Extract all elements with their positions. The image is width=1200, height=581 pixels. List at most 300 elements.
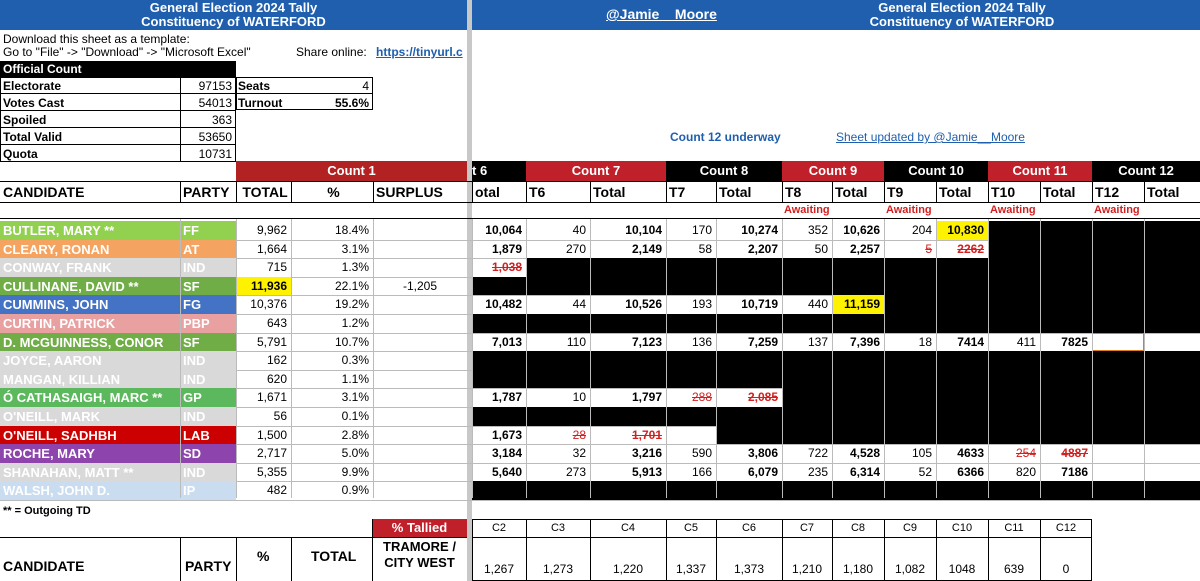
column-header-6: T6	[529, 184, 546, 200]
count-cell-t6: 28	[572, 427, 586, 442]
column-header-divider	[180, 181, 181, 203]
count-cell-t12	[1092, 370, 1144, 389]
count-cell-c9	[832, 314, 884, 333]
official-divider	[180, 77, 181, 162]
left-title-band	[0, 0, 467, 30]
count-cell-t10	[988, 258, 1040, 277]
share-link[interactable]: https://tinyurl.c	[376, 45, 463, 59]
official-hline	[0, 144, 236, 145]
count-cell-t7	[666, 370, 716, 389]
count-cell-t9	[884, 295, 936, 314]
electorate-value: 97153	[198, 79, 232, 93]
count-cell-t6	[526, 277, 590, 296]
count-cell-t9	[884, 277, 936, 296]
count-cell-c8: 2,085	[747, 390, 778, 405]
download-note-line1: Download this sheet as a template:	[3, 32, 190, 46]
candidate-surplus	[373, 314, 467, 333]
candidate-pct: 0.1%	[341, 409, 369, 423]
candidate-party: PBP	[183, 316, 210, 331]
count-cell-c6	[472, 277, 526, 296]
column-header-divider	[472, 181, 473, 203]
count-cell-c12	[1144, 314, 1200, 333]
count-cell-c8: 10,274	[741, 223, 778, 237]
count-cell-t12	[1092, 463, 1144, 482]
count-cell-c9	[832, 407, 884, 426]
count-cell-t9: 18	[918, 334, 932, 349]
candidate-name[interactable]: CUMMINS, JOHN	[3, 297, 109, 313]
count-cell-c6: 5,640	[491, 464, 522, 479]
sheet-updated-link[interactable]: Sheet updated by @Jamie__Moore	[836, 130, 1025, 144]
count-cell-t7	[666, 258, 716, 277]
column-header-divider	[716, 181, 717, 203]
quota-value: 10731	[198, 147, 232, 161]
count-cell-t7	[666, 481, 716, 500]
column-header-divider	[1092, 181, 1093, 203]
candidate-surplus	[373, 444, 467, 463]
count-cell-c11	[1040, 240, 1092, 259]
count-cell-c12	[1144, 258, 1200, 277]
candidate-surplus	[373, 258, 467, 277]
candidate-total: 643	[266, 316, 287, 330]
row-gridline	[0, 500, 1200, 501]
candidate-pct: 2.8%	[341, 427, 369, 442]
count-cell-t6	[526, 481, 590, 500]
c-value-7: 1,082	[894, 562, 926, 576]
turnout-label: Turnout	[238, 96, 283, 110]
candidate-name[interactable]: ROCHE, MARY	[3, 446, 95, 462]
column-header-divider	[884, 181, 885, 203]
count-cell-t6: 10	[572, 390, 586, 405]
count-cell-t7: 136	[691, 334, 712, 349]
column-header-divider	[988, 181, 989, 203]
c-value-1: 1,273	[542, 562, 574, 576]
count-cell-c9	[832, 481, 884, 500]
total-valid-label: Total Valid	[3, 130, 63, 144]
count-cell-c6: 7,013	[491, 334, 522, 349]
count-cell-c11	[1040, 426, 1092, 445]
count-8-header: Count 8	[666, 161, 782, 181]
count-cell-t8	[782, 370, 832, 389]
count-cell-c10	[936, 370, 988, 389]
pct-tallied-header: % Tallied	[372, 519, 467, 537]
column-header-16: T12	[1095, 184, 1120, 200]
count-cell-c7	[590, 258, 666, 277]
votes-cast-value: 54013	[198, 96, 232, 110]
count-cell-c10: 4633	[957, 446, 984, 461]
column-header-divider	[832, 181, 833, 203]
left-title-line2: Constituency of WATERFORD	[141, 14, 326, 29]
count-cell-t8	[782, 258, 832, 277]
col-gridline	[666, 219, 667, 498]
count-cell-c7	[590, 277, 666, 296]
candidate-pct: 9.9%	[341, 464, 369, 479]
c-label-4: C6	[741, 522, 757, 534]
col-gridline	[1144, 219, 1145, 498]
official-hline	[0, 110, 236, 111]
col-gridline	[884, 219, 885, 498]
bottom-vline	[372, 519, 373, 581]
count-cell-t6	[526, 407, 590, 426]
count-cell-c8: 3,806	[747, 446, 778, 461]
column-header-3: %	[327, 184, 340, 200]
count-cell-c12	[1144, 351, 1200, 370]
count-cell-t6: 40	[572, 223, 586, 237]
count-cell-c11: 7186	[1061, 464, 1088, 479]
count-cell-t7: 590	[691, 446, 712, 461]
right-title-line1: General Election 2024 Tally	[878, 0, 1046, 15]
count-cell-c11	[1040, 295, 1092, 314]
count-cell-t8: 235	[807, 464, 828, 479]
candidate-name[interactable]: Ó CATHASAIGH, MARC **	[3, 390, 163, 406]
count-cell-c8	[716, 481, 782, 500]
c-label-6: C8	[850, 522, 866, 534]
col-gridline	[526, 219, 527, 498]
candidate-name[interactable]: O'NEILL, SADHBH	[3, 427, 117, 443]
count-cell-c10	[936, 481, 988, 500]
seats-hline	[236, 93, 373, 94]
c-label-7: C9	[902, 522, 918, 534]
total-valid-value: 53650	[198, 130, 232, 144]
column-header-0: CANDIDATE	[3, 184, 85, 200]
column-header-8: T7	[669, 184, 686, 200]
candidate-surplus	[373, 333, 467, 352]
count-cell-c12	[1144, 277, 1200, 296]
count-cell-t9	[884, 426, 936, 445]
count-cell-t10	[988, 351, 1040, 370]
count-cell-c10	[936, 407, 988, 426]
column-header-divider	[936, 181, 937, 203]
candidate-surplus	[373, 240, 467, 259]
column-header-divider	[590, 181, 591, 203]
candidate-total: 1,671	[256, 390, 287, 405]
count-cell-t10	[988, 426, 1040, 445]
count-cell-t8	[782, 426, 832, 445]
count-cell-t8	[782, 481, 832, 500]
candidate-total: 162	[266, 353, 287, 368]
col-gridline	[180, 219, 181, 498]
outgoing-td-note: ** = Outgoing TD	[3, 505, 91, 517]
candidate-party: IND	[183, 353, 206, 369]
count-cell-c7	[590, 314, 666, 333]
candidate-name[interactable]: BUTLER, MARY **	[3, 223, 115, 238]
count-cell-t7: 170	[691, 223, 712, 237]
count-cell-t12	[1092, 444, 1144, 463]
count-cell-c6	[472, 351, 526, 370]
count-cell-c10	[936, 314, 988, 333]
bottom-candidate-header: CANDIDATE	[3, 558, 85, 574]
count-cell-c10	[936, 295, 988, 314]
count-cell-c11	[1040, 314, 1092, 333]
count-cell-t9: 204	[911, 223, 932, 237]
candidate-total: 11,936	[236, 277, 291, 296]
col-gridline	[1040, 219, 1041, 498]
spoiled-value: 363	[211, 113, 232, 127]
count-cell-c9: 10,626	[843, 223, 880, 237]
bottom-vline	[180, 537, 181, 581]
column-header-divider	[1040, 181, 1041, 203]
bottom-vline	[236, 537, 237, 581]
candidate-pct: 3.1%	[341, 241, 369, 256]
awaiting-label: Awaiting	[990, 204, 1036, 216]
awaiting-label: Awaiting	[784, 204, 830, 216]
candidate-pct: 18.4%	[334, 223, 369, 237]
quota-label: Quota	[3, 147, 38, 161]
count-cell-c12	[1144, 240, 1200, 259]
candidate-party: FF	[183, 223, 199, 238]
count-cell-c7: 5,913	[631, 464, 662, 479]
seats-label: Seats	[238, 79, 271, 93]
col-gridline	[590, 219, 591, 498]
count-cell-t9: 5	[925, 241, 932, 256]
candidate-surplus	[373, 481, 467, 500]
candidate-name[interactable]: CONWAY, FRANK	[3, 260, 112, 276]
count-cell-t7: 58	[698, 241, 712, 256]
candidate-party: SD	[183, 446, 202, 462]
count-cell-c7: 2,149	[631, 241, 662, 256]
count-cell-t9	[884, 258, 936, 277]
official-hline	[0, 127, 236, 128]
count-cell-c7	[590, 481, 666, 500]
count-cell-t8	[782, 351, 832, 370]
column-header-12: T9	[887, 184, 904, 200]
column-header-4: SURPLUS	[376, 184, 443, 200]
votes-cast-label: Votes Cast	[3, 96, 65, 110]
candidate-name[interactable]: MANGAN, KILLIAN	[3, 371, 120, 387]
count-cell-c6: 10,482	[485, 297, 522, 312]
count-cell-t9	[884, 370, 936, 389]
count-cell-c12	[1144, 333, 1200, 352]
count-cell-t10	[988, 481, 1040, 500]
count-cell-t10	[988, 388, 1040, 407]
count-cell-c7: 1,797	[631, 390, 662, 405]
count-11-header: Count 11	[988, 161, 1092, 181]
candidate-surplus	[373, 295, 467, 314]
candidate-total: 56	[273, 409, 287, 423]
count-cell-t12	[1092, 314, 1144, 333]
candidate-total: 5,355	[256, 464, 287, 479]
count-cell-t12	[1092, 481, 1144, 500]
count-cell-t7: 193	[691, 297, 712, 312]
column-header-14: T10	[991, 184, 1016, 200]
candidate-total: 1,500	[256, 427, 287, 442]
count-cell-t9	[884, 388, 936, 407]
candidate-party: SF	[183, 278, 200, 294]
count-cell-c8	[716, 370, 782, 389]
right-title-line2: Constituency of WATERFORD	[869, 14, 1055, 29]
count-cell-c12	[1144, 295, 1200, 314]
c-label-2: C4	[620, 522, 636, 534]
count-cell-t7: 166	[691, 464, 712, 479]
count-cell-t9: 105	[911, 446, 932, 461]
count-cell-c9	[832, 370, 884, 389]
candidate-name[interactable]: CULLINANE, DAVID **	[3, 278, 139, 294]
count-cell-c7	[590, 370, 666, 389]
count-cell-c6: 10,064	[485, 223, 522, 237]
count-cell-t9	[884, 351, 936, 370]
count-cell-c11: 7825	[1061, 334, 1088, 349]
c-label-0: C2	[491, 522, 507, 534]
candidate-surplus	[373, 426, 467, 445]
count-cell-t10	[988, 314, 1040, 333]
count-cell-t9: 52	[918, 464, 932, 479]
column-header-divider	[236, 181, 237, 203]
candidate-name[interactable]: D. MCGUINNESS, CONOR	[3, 334, 164, 350]
count-cell-c8: 2,207	[747, 241, 778, 256]
candidate-total: 1,664	[256, 241, 287, 256]
count-cell-t6: 270	[565, 241, 586, 256]
count-cell-t8: 722	[807, 446, 828, 461]
count-cell-t12	[1092, 240, 1144, 259]
count-cell-t8: 352	[807, 223, 828, 237]
count-cell-t6	[526, 370, 590, 389]
count-cell-c10	[936, 351, 988, 370]
count-cell-c12	[1144, 221, 1200, 240]
col-gridline	[373, 219, 374, 498]
count-cell-t12	[1092, 221, 1144, 240]
count-cell-c12	[1144, 444, 1200, 463]
count-cell-t7	[666, 426, 716, 445]
count-6-header: t 6	[472, 161, 526, 181]
c-label-10: C12	[1055, 522, 1077, 534]
count-9-header: Count 9	[782, 161, 884, 181]
count-cell-t12	[1092, 295, 1144, 314]
count-cell-c8	[716, 314, 782, 333]
count-cell-c10: 2262	[957, 241, 984, 256]
count-cell-c9	[832, 351, 884, 370]
count-cell-c6	[472, 370, 526, 389]
count-underway-status: Count 12 underway	[670, 130, 781, 144]
candidate-total: 715	[266, 260, 287, 275]
count-cell-c11	[1040, 481, 1092, 500]
count-cell-c10: 10,830	[936, 221, 988, 240]
seats-value: 4	[362, 79, 369, 93]
column-header-divider	[291, 181, 292, 203]
count-cell-c9: 7,396	[849, 334, 880, 349]
count-cell-t10: 254	[1015, 446, 1036, 461]
column-header-divider	[1144, 181, 1145, 203]
candidate-party: FG	[183, 297, 202, 313]
candidate-party: GP	[183, 390, 202, 406]
count-cell-t7	[666, 277, 716, 296]
candidate-name[interactable]: JOYCE, AARON	[3, 353, 102, 369]
c-value-8: 1048	[948, 562, 976, 576]
candidate-name[interactable]: O'NEILL, MARK	[3, 409, 100, 424]
candidate-party: IND	[183, 409, 206, 424]
count-cell-t7	[666, 314, 716, 333]
count-cell-t6	[526, 258, 590, 277]
c-value-4: 1,373	[733, 562, 765, 576]
official-hline	[0, 93, 236, 94]
candidate-name[interactable]: CURTIN, PATRICK	[3, 316, 116, 331]
count-cell-c11	[1040, 258, 1092, 277]
c-value-2: 1,220	[612, 562, 644, 576]
count-cell-t7	[666, 407, 716, 426]
candidate-party: IND	[183, 371, 206, 387]
share-label: Share online:	[296, 45, 367, 59]
candidate-pct: 3.1%	[341, 390, 369, 405]
count-cell-t8: 50	[814, 241, 828, 256]
candidate-pct: 10.7%	[334, 334, 369, 349]
candidate-pct: 0.3%	[341, 353, 369, 368]
count-cell-t6: 32	[572, 446, 586, 461]
count-cell-c8	[716, 277, 782, 296]
candidate-pct: 19.2%	[334, 297, 369, 312]
candidate-surplus: -1,205	[402, 278, 437, 293]
count-cell-c7: 10,104	[625, 223, 662, 237]
count-cell-c9	[832, 388, 884, 407]
count-cell-t8	[782, 388, 832, 407]
c-label-8: C10	[951, 522, 973, 534]
count-cell-c7: 7,123	[631, 334, 662, 349]
count-cell-c7	[590, 407, 666, 426]
c-label-9: C11	[1004, 522, 1024, 534]
count-cell-t7	[666, 351, 716, 370]
count-1-header: Count 1	[236, 161, 467, 181]
candidate-total: 620	[266, 371, 287, 386]
count-cell-c6	[472, 407, 526, 426]
col-gridline	[716, 219, 717, 498]
count-cell-t6	[526, 351, 590, 370]
count-cell-c8	[716, 351, 782, 370]
count-cell-c7: 10,526	[625, 297, 662, 312]
turnout-value: 55.6%	[334, 96, 369, 110]
count-cell-t12	[1092, 388, 1144, 407]
col-gridline	[832, 219, 833, 498]
candidate-name[interactable]: CLEARY, RONAN	[3, 241, 110, 257]
candidate-party: IP	[183, 483, 196, 499]
count-cell-c10	[936, 388, 988, 407]
count-cell-c6: 1,673	[491, 427, 522, 442]
column-header-13: Total	[939, 184, 972, 200]
count-cell-c6: 1,787	[491, 390, 522, 405]
count-cell-t12	[1092, 277, 1144, 296]
candidate-total: 5,791	[256, 334, 287, 349]
c-label-1: C3	[550, 522, 566, 534]
count-7-header: Count 7	[526, 161, 666, 181]
twitter-handle[interactable]: @Jamie__Moore	[606, 6, 717, 22]
count-cell-c8: 7,259	[747, 334, 778, 349]
count-cell-t8: 137	[807, 334, 828, 349]
count-cell-t9	[884, 407, 936, 426]
count-12-header: Count 12	[1092, 161, 1200, 181]
count-cell-c6: 1,038	[491, 260, 522, 275]
count-cell-c11	[1040, 351, 1092, 370]
count-cell-t6: 44	[572, 297, 586, 312]
count-cell-t10	[988, 240, 1040, 259]
count-cell-c8: 10,719	[741, 297, 778, 312]
count-cell-t6	[526, 314, 590, 333]
count-cell-t9	[884, 481, 936, 500]
candidate-name[interactable]: WALSH, JOHN D.	[3, 483, 110, 499]
candidate-surplus	[373, 388, 467, 407]
count-cell-c12	[1144, 407, 1200, 426]
c-label-3: C5	[683, 522, 699, 534]
bottom-total-header: TOTAL	[311, 548, 357, 564]
count-cell-t12	[1092, 407, 1144, 426]
area-line2: CITY WEST	[384, 555, 455, 570]
count-cell-c6	[472, 481, 526, 500]
count-cell-c10	[936, 277, 988, 296]
count-cell-t8: 440	[807, 297, 828, 312]
c-value-3: 1,337	[675, 562, 707, 576]
count-cell-t6: 273	[565, 464, 586, 479]
count-cell-c10: 6366	[957, 464, 984, 479]
column-header-divider	[666, 181, 667, 203]
candidate-surplus	[373, 407, 467, 426]
bottom-vline	[291, 537, 292, 581]
candidate-name[interactable]: SHANAHAN, MATT **	[3, 464, 134, 480]
count-cell-c9	[832, 426, 884, 445]
